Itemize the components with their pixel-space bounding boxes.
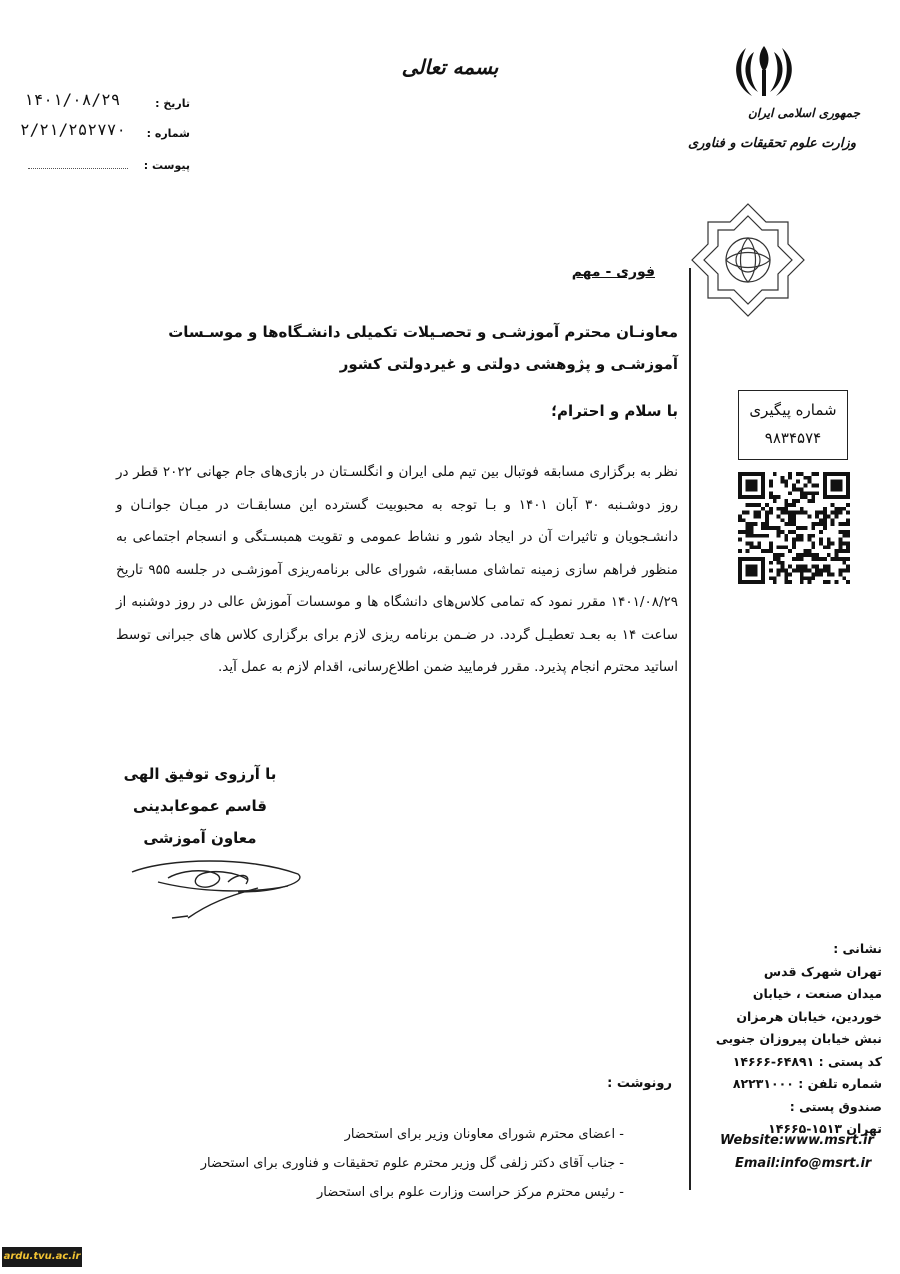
address-line: تهران ۱۵۱۳-۱۴۶۶۵ bbox=[768, 1121, 882, 1136]
date-value: ۱۴۰۱/۰۸/۲۹ bbox=[24, 90, 121, 109]
email-link[interactable]: Email:info@msrt.ir bbox=[735, 1156, 872, 1171]
iran-emblem-icon bbox=[732, 42, 796, 100]
signature-image bbox=[128, 852, 308, 924]
urgency-label: فوری - مهم bbox=[571, 264, 655, 280]
address-block bbox=[692, 938, 882, 1141]
cc-item: - رئیس محترم مرکز حراست وزارت علوم برای استحضار bbox=[316, 1185, 624, 1200]
date-label: تاریخ : bbox=[155, 97, 190, 110]
source-badge[interactable]: ardu.tvu.ac.ir bbox=[2, 1247, 82, 1267]
address-line: میدان صنعت ، خیابان bbox=[752, 986, 882, 1001]
number-value: ۲/۲۱/۲۵۲۷۷۰ bbox=[20, 120, 126, 139]
address-line: تهران شهرک قدس bbox=[763, 963, 882, 979]
tracking-number: ۹۸۳۴۵۷۴ bbox=[764, 429, 822, 447]
qr-code-icon[interactable] bbox=[738, 472, 850, 584]
attachment-dotted-line bbox=[28, 168, 128, 169]
vertical-divider bbox=[689, 268, 691, 1190]
address-line: نشانی : bbox=[833, 941, 882, 956]
attachment-label: پیوست : bbox=[143, 159, 190, 172]
signer-title: معاون آموزشی bbox=[143, 829, 257, 847]
address-line: خوردین، خیابان هرمزان bbox=[736, 1008, 882, 1024]
cc-label: رونوشت : bbox=[607, 1076, 672, 1091]
tracking-box bbox=[738, 390, 848, 460]
address-line: صندوق پستی : bbox=[789, 1098, 882, 1114]
bismillah-heading: بسمه تعالی bbox=[401, 55, 499, 79]
cc-item: - اعضای محترم شورای معاونان وزیر برای استحضار bbox=[344, 1127, 624, 1142]
org-country-line: جمهوری اسلامی ایران bbox=[747, 106, 860, 120]
closing-block bbox=[100, 758, 300, 854]
tracking-label: شماره پیگیری bbox=[749, 401, 837, 419]
org-ministry-line: وزارت علوم تحقیقات و فناوری bbox=[687, 136, 856, 151]
letter-body: نظر به برگزاری مسابقه فوتبال بین تیم ملی ایران و انگلسـتان در بازی‌های جام جهانی ۲۰۲۲ قطر در روز دوشـنبه ۳۰ آبان ۱۴۰۱ و بـا توجه به محبوبیت گسترده این مسابقـات در میـان جوانـان و دانشـجویان و تاثیرات آن در ایجاد شور و نشاط عمومی و تقویت همبسـتگی و انسجام اجتماعی به منظور فراهم سازی زمینه تماشای مسابقه، شورای عالی برنامه‌ریزی آموزشـی در جلسه ۹۵۵ تاریخ ۱۴۰۱/۰۸/۲۹ مقرر نمود که تمامی کلاس‌های دانشگاه ها و موسسات آموزش عالی در روز دوشنبه از ساعت ۱۴ به بعـد تعطیـل گردد. در ضـمن برنامه ریزی لازم برای برگزاری کلاس های جبرانی توسط اساتید محترم انجام پذیرد. مقرر فرمایید ضمن اطلاع‌رسانی، اقدام لازم به عمل آید. bbox=[116, 464, 679, 675]
signer-name: قاسم عموعابدینی bbox=[132, 797, 267, 815]
closing-wish: با آرزوی توفیق الهی bbox=[123, 765, 277, 783]
ornament-icon bbox=[688, 200, 808, 320]
website-link[interactable]: Website:www.msrt.ir bbox=[720, 1133, 874, 1148]
address-line: شماره تلفن : ۸۲۲۳۱۰۰۰ bbox=[732, 1076, 882, 1091]
number-label: شماره : bbox=[146, 127, 190, 140]
address-line: کد پستی : ۶۴۸۹۱-۱۴۶۶۶ bbox=[732, 1053, 882, 1069]
greeting: با سلام و احترام؛ bbox=[551, 402, 678, 420]
cc-list bbox=[104, 1120, 624, 1207]
cc-item: - جناب آقای دکتر زلفی گل وزیر محترم علوم تحقیقات و فناوری برای استحضار bbox=[200, 1156, 624, 1171]
address-line: نبش خیابان پیروزان جنوبی bbox=[715, 1031, 882, 1046]
recipient-heading: معاونـان محترم آموزشـی و تحصـیلات تکمیلی دانشـگاه‌ها و موسـسات آموزشـی و پژوهشی دولتی و غیردولتی کشور bbox=[168, 323, 678, 373]
